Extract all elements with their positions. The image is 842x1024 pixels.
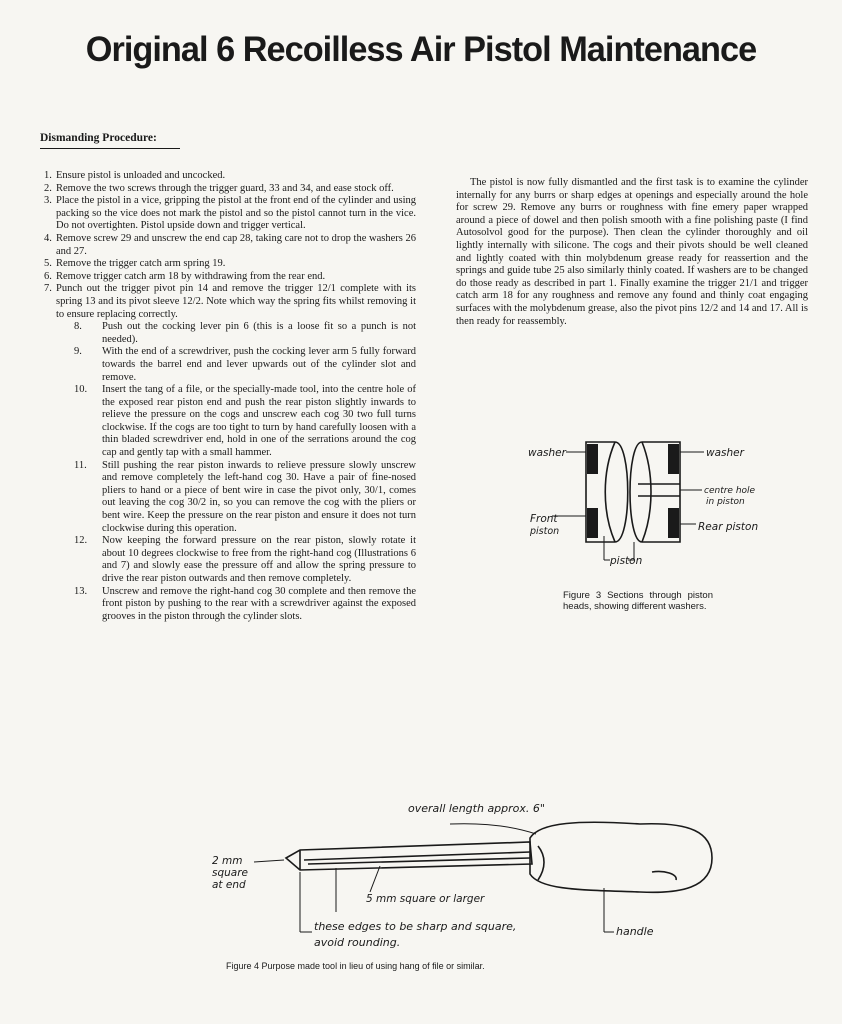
step-number: 5. bbox=[44, 258, 52, 270]
step-text: Unscrew and remove the right-hand cog 30 complete and then remove the front piston by pushing to the rear with a screwdriver against the exposed grooves in the piston through the cylinder slots. bbox=[102, 585, 416, 622]
page-title: Original 6 Recoilless Air Pistol Maintenance bbox=[85, 30, 757, 69]
step-item bbox=[44, 384, 416, 460]
step-text: Remove screw 29 and unscrew the end cap 28, taking care not to drop the washers 26 and 27. bbox=[56, 232, 416, 257]
step-item bbox=[44, 183, 416, 196]
step-item bbox=[44, 321, 416, 346]
label-washer-left: washer bbox=[528, 447, 566, 459]
step-item bbox=[44, 586, 416, 624]
step-text: Remove the two screws through the trigger guard, 33 and 34, and ease stock off. bbox=[56, 182, 394, 194]
label-front-piston: piston bbox=[530, 526, 560, 537]
step-item bbox=[44, 460, 416, 536]
step-number: 8. bbox=[74, 321, 82, 333]
label-piston: piston bbox=[610, 555, 643, 567]
step-text: Remove trigger catch arm 18 by withdrawing from the rear end. bbox=[56, 270, 326, 282]
step-text: Ensure pistol is unloaded and uncocked. bbox=[56, 170, 226, 181]
label-5mm-square: 5 mm square or larger bbox=[366, 893, 485, 905]
label-square: square bbox=[212, 867, 249, 879]
label-rear-piston: Rear piston bbox=[698, 521, 759, 533]
rear-washer-top bbox=[668, 444, 679, 474]
step-number: 11. bbox=[74, 459, 87, 471]
step-text: Now keeping the forward pressure on the rear piston, slowly rotate it about 10 degrees clockwise to free from the right-hand cog (Illustrations 6 and 7) and slowly ease the pressure off and allow the spring pressure to drive the rear piston outwards and then remove completely. bbox=[102, 535, 416, 584]
right-paragraph: The pistol is now fully dismantled and the first task is to examine the cylinder internally for any burrs or sharp edges at openings and especially around the hole for screw 29. Remove any burrs or roughness with fine emery paper wrapped around a piece of dowel and then polish smooth with a fine polishing paste (I find Autosolvol good for the purpose). Then clean the cylinder thoroughly and oil lightly internally with silicone. The cogs and their pivots should be well cleaned and lightly coated with thin molybdenum grease ready for reassertion and the springs and guide tube 25 also similarly thinly coated. If washers are to be changed do those ready as described in part 1. Finally examine the trigger 21/1 and trigger catch arm 18 for any roughness and remove any found and thinly coat engaging surfaces with the molybdenum grease, also the pivot pins 12/2 and 14 and 17. All is then ready for reassembly. bbox=[456, 177, 808, 327]
label-edges-sharp: these edges to be sharp and square, bbox=[314, 920, 517, 933]
procedure-steps bbox=[44, 170, 416, 623]
step-item bbox=[44, 233, 416, 258]
front-washer-top bbox=[587, 444, 598, 474]
figure-4-leader-lines bbox=[254, 824, 614, 932]
figure-3-diagram bbox=[520, 432, 780, 582]
step-number: 12. bbox=[74, 535, 88, 547]
step-text: Place the pistol in a vice, gripping the pistol at the front end of the cylinder and using packing so the vice does not mark the pistol and so the pistol cannot turn in the vice. Do not overtighten. Pistol upside down and trigger vertical. bbox=[56, 195, 416, 232]
step-item bbox=[44, 170, 416, 183]
label-washer-right: washer bbox=[706, 447, 744, 459]
label-avoid-rounding: avoid rounding. bbox=[314, 936, 401, 949]
step-text: Still pushing the rear piston inwards to relieve pressure slowly unscrew and remove completely the left-hand cog 30. Have a pair of fine-nosed pliers to hand or a piece of bent wire in case the pivot only, 30/1, comes out leaving the cog 30/2 in, so you can remove the cog with the pliers or bent wire. Keep the pressure on the rear piston and ensure it does not turn clockwise during this operation. bbox=[102, 459, 416, 534]
step-number: 10. bbox=[74, 384, 88, 396]
step-text: Push out the cocking lever pin 6 (this is a loose fit so a punch is not needed). bbox=[102, 321, 416, 345]
step-number: 4. bbox=[44, 232, 52, 244]
step-item bbox=[44, 271, 416, 284]
step-item bbox=[44, 535, 416, 585]
step-number: 9. bbox=[74, 346, 82, 358]
step-number: 13. bbox=[74, 585, 88, 597]
label-in-piston: in piston bbox=[706, 497, 745, 507]
label-at-end: at end bbox=[212, 879, 246, 891]
figure-4-caption: Figure 4 Purpose made tool in lieu of using hang of file or similar. bbox=[226, 961, 485, 971]
label-front: Front bbox=[530, 513, 558, 525]
step-item bbox=[44, 258, 416, 271]
label-2mm: 2 mm bbox=[212, 855, 243, 867]
step-number: 1. bbox=[44, 170, 52, 181]
section-heading: Dismanding Procedure: bbox=[40, 132, 180, 149]
step-number: 7. bbox=[44, 283, 52, 295]
front-washer-bottom bbox=[587, 508, 598, 538]
step-number: 3. bbox=[44, 195, 52, 207]
step-item bbox=[44, 283, 416, 321]
step-text: Punch out the trigger pivot pin 14 and remove the trigger 12/1 complete with its spring 13 and its pivot sleeve 12/2. Note which way the spring fits whilst removing it to ensure replacing correctly. bbox=[56, 283, 416, 320]
step-text: Remove the trigger catch arm spring 19. bbox=[56, 258, 226, 270]
tool-drawing bbox=[286, 822, 712, 892]
rear-washer-bottom bbox=[668, 508, 679, 538]
figure-3-caption: Figure 3 Sections through piston heads, showing different washers. bbox=[563, 590, 713, 612]
label-overall-length: overall length approx. 6" bbox=[408, 802, 545, 815]
figure-4-diagram bbox=[200, 792, 720, 960]
label-centre-hole: centre hole bbox=[704, 486, 756, 496]
step-number: 6. bbox=[44, 270, 52, 282]
step-item bbox=[44, 195, 416, 233]
step-text: Insert the tang of a file, or the specially-made tool, into the centre hole of the exposed rear piston end and push the rear piston slightly inwards to relieve the pressure on the cogs and unscrew each cog 30 two full turns clockwise. If the cogs are too tight to turn by hand carefully loosen with a thin bladed screwdriver end, hold in one of the serrations around the cog cap and gently tap with a small hammer. bbox=[102, 384, 416, 459]
label-handle: handle bbox=[616, 925, 654, 938]
step-text: With the end of a screwdriver, push the cocking lever arm 5 fully forward towards the barrel end and lever upwards out of the cylinder slot and remove. bbox=[102, 346, 416, 383]
step-item bbox=[44, 346, 416, 384]
step-number: 2. bbox=[44, 182, 52, 194]
